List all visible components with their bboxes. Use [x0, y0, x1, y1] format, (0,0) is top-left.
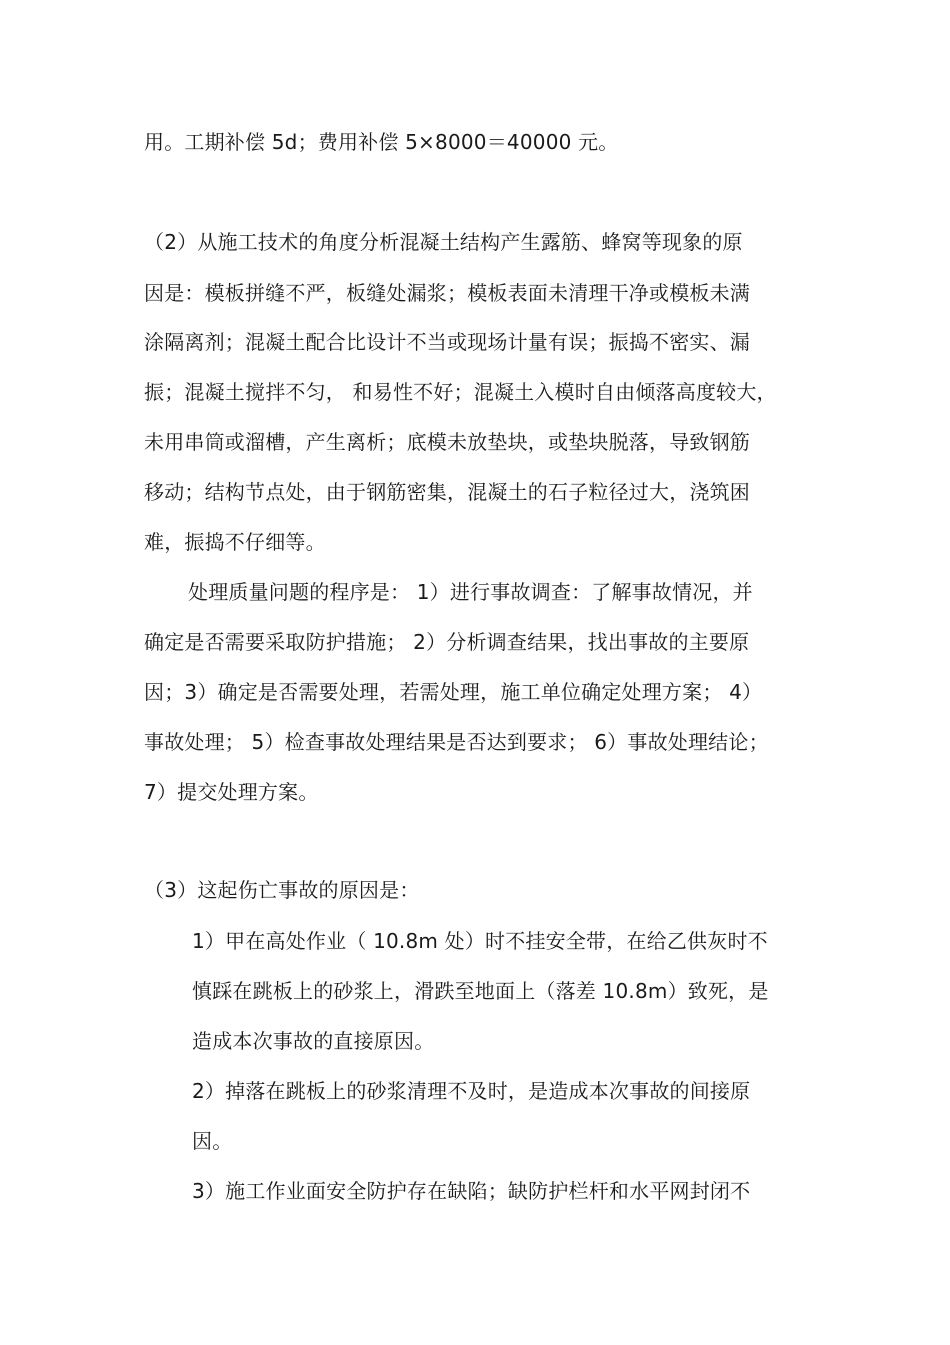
- text-line: （3）这起伤亡事故的原因是：: [144, 878, 420, 902]
- text-line: 用。工期补偿 5d；费用补偿 5×8000＝40000 元。: [144, 130, 619, 154]
- text-line: 移动；结构节点处，由于钢筋密集，混凝土的石子粒径过大，浇筑困: [144, 480, 750, 504]
- text-line: 振；混凝土搅拌不匀， 和易性不好；混凝土入模时自由倾落高度较大，: [144, 380, 777, 404]
- text-line: 确定是否需要采取防护措施； 2）分析调查结果，找出事故的主要原: [144, 630, 750, 654]
- text-line: 因。: [192, 1129, 233, 1153]
- text-line: （2）从施工技术的角度分析混凝土结构产生露筋、蜂窝等现象的原: [144, 230, 743, 254]
- text-line: 3）施工作业面安全防护存在缺陷；缺防护栏杆和水平网封闭不: [192, 1179, 751, 1203]
- text-line: 处理质量问题的程序是： 1）进行事故调查：了解事故情况，并: [188, 580, 753, 604]
- text-line: 事故处理； 5）检查事故处理结果是否达到要求； 6）事故处理结论；: [144, 730, 769, 754]
- text-line: 因；3）确定是否需要处理，若需处理，施工单位确定处理方案； 4）: [144, 680, 763, 704]
- text-line: 2）掉落在跳板上的砂浆清理不及时，是造成本次事故的间接原: [192, 1079, 751, 1103]
- text-line: 因是：模板拼缝不严，板缝处漏浆；模板表面未清理干净或模板未满: [144, 281, 750, 305]
- text-line: 1）甲在高处作业（ 10.8m 处）时不挂安全带，在给乙供灰时不: [192, 929, 768, 953]
- text-line: 慎踩在跳板上的砂浆上，滑跌至地面上（落差 10.8m）致死，是: [192, 979, 769, 1003]
- text-line: 涂隔离剂；混凝土配合比设计不当或现场计量有误；振捣不密实、漏: [144, 330, 750, 354]
- text-line: 难，振捣不仔细等。: [144, 530, 326, 554]
- text-line: 7）提交处理方案。: [144, 780, 319, 804]
- text-line: 未用串筒或溜槽，产生离析；底模未放垫块，或垫块脱落，导致钢筋: [144, 430, 750, 454]
- text-line: 造成本次事故的直接原因。: [192, 1029, 435, 1053]
